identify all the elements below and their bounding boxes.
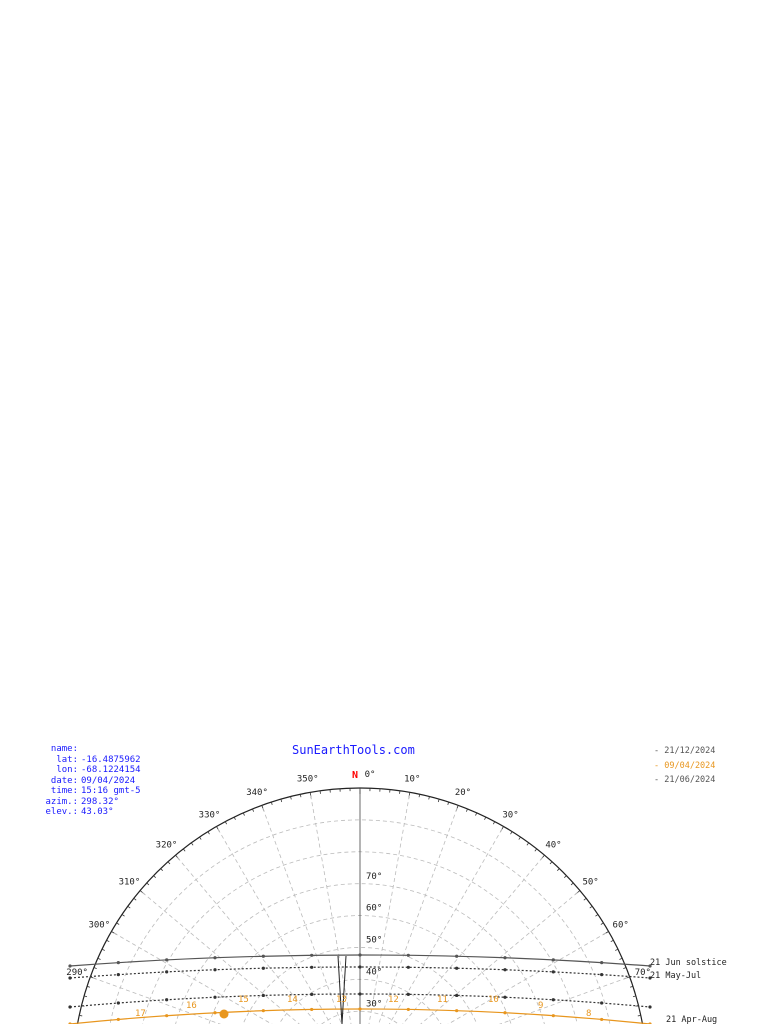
horizon-tick [98,958,101,959]
info-value: -16.4875962 [81,754,141,765]
hour-dot [310,1008,313,1011]
horizon-tick [623,967,626,968]
curve-label: 21 Apr-Aug [666,1015,718,1024]
horizon-tick [87,986,90,987]
hour-dot [600,1001,603,1004]
hour-dot [600,973,603,976]
hour-dot [213,1011,216,1014]
horizon-tick [191,843,193,845]
hour-label: 12 [388,995,399,1005]
info-key: azim.: [45,796,78,807]
horizon-tick [147,883,149,885]
horizon-tick [168,862,170,864]
horizon-tick [611,940,614,941]
info-value: 15:16 gmt-5 [81,786,141,796]
info-key: date: [50,775,78,786]
hour-dot [117,1001,120,1004]
hour-dot [600,1018,603,1021]
hour-label: 8 [586,1009,592,1019]
info-row [40,797,141,808]
hour-dot [310,993,313,996]
hour-dot [165,970,168,973]
hour-dot [262,967,265,970]
info-value: 298.32° [81,796,119,807]
north-marker: N [352,770,359,781]
horizon-tick [225,822,226,825]
info-key: lat: [56,754,78,765]
curve-label: 21 Jun solstice [650,958,727,968]
horizon-tick [252,809,253,812]
hour-dot [117,1018,120,1021]
hour-dot [455,955,458,958]
elevation-label: 60° [366,903,383,914]
horizon-tick [154,876,156,878]
info-row [40,755,141,766]
hour-dot [552,998,555,1001]
azimuth-label: 70° [634,968,651,979]
hour-dot [455,1009,458,1012]
hour-dot [552,958,555,961]
hour-dot [455,994,458,997]
horizon-tick [438,799,439,802]
azimuth-label: 350° [296,774,319,785]
azimuth-line [360,933,607,1024]
info-value: 09/04/2024 [81,775,136,786]
elevation-label: 30° [366,999,383,1010]
hour-dot [503,1011,506,1014]
sun-position-marker [220,1010,229,1019]
hour-dot [213,968,216,971]
horizon-tick [94,967,97,968]
info-row [40,744,141,755]
hour-label: 10 [488,995,499,1005]
horizon-tick [466,809,467,812]
legend-item: - 21/12/2024 [654,746,716,756]
azimuth-line [311,794,360,1024]
azimuth-label: 20° [454,788,472,799]
azimuth-label: 310° [118,877,141,888]
hour-label: 9 [538,1001,544,1011]
location-info-panel [40,744,141,818]
azimuth-label: 330° [198,810,221,821]
grid [73,788,647,1024]
hour-dot [648,1005,651,1008]
azimuth-line [113,933,360,1024]
info-row [40,776,141,787]
horizon-tick [448,802,449,805]
hour-dot [68,1005,71,1008]
horizon-tick [557,869,559,871]
azimuth-label: 340° [246,788,268,799]
horizon-tick [271,802,272,805]
horizon-tick [510,832,512,835]
horizon-tick [571,883,573,885]
hour-dot [358,965,361,968]
hour-dot [455,967,458,970]
elevation-label: 50° [366,935,383,946]
horizon-tick [128,906,130,908]
hour-dot [310,954,313,957]
horizon-tick [84,996,87,997]
horizon-tick [535,849,537,851]
info-row [40,786,141,797]
hour-dot [503,968,506,971]
hour-label: 16 [186,1001,197,1011]
info-row [40,765,141,776]
azimuth-label: 320° [155,840,178,851]
horizon-tick [584,898,586,900]
horizon-tick [243,813,244,816]
info-value [78,744,81,755]
horizon-tick [595,915,597,917]
horizon-tick [117,923,120,925]
hour-dot [262,1009,265,1012]
horizon-tick [102,949,105,950]
horizon-tick [208,832,210,835]
hour-dot [407,1008,410,1011]
horizon-tick [134,898,136,900]
hour-dot [213,956,216,959]
hour-dot [165,958,168,961]
horizon-tick [615,949,618,950]
horizon-tick [281,799,282,802]
hour-dot [117,973,120,976]
labels [66,770,726,1024]
azimuth-label: 290° [66,968,88,979]
hour-dot [358,1007,361,1010]
azimuth-label: 300° [88,920,111,931]
site-title[interactable]: SunEarthTools.com [292,743,415,757]
azimuth-label: 50° [582,877,599,888]
info-value: -68.1224154 [81,765,141,775]
noon-line [338,956,342,1024]
hour-dot [262,955,265,958]
elevation-label: 70° [366,871,383,882]
hour-label: 11 [437,995,448,1005]
horizon-tick [601,923,604,925]
hour-dot [165,998,168,1001]
horizon-tick [564,876,566,878]
horizon-tick [527,843,529,845]
info-key: elev.: [45,807,78,817]
azimuth-label: 30° [502,810,519,821]
horizon-tick [107,940,110,941]
hour-dot [358,953,361,956]
horizon-tick [476,813,477,816]
info-value: 43.03° [81,807,114,817]
hour-dot [213,996,216,999]
hour-dot [262,994,265,997]
info-row [40,807,141,818]
horizon-tick [519,837,521,839]
horizon-tick [590,906,592,908]
horizon-tick [484,817,485,820]
hour-dot [552,970,555,973]
horizon-tick [630,986,633,987]
legend-item: - 21/06/2024 [654,775,716,785]
hour-dot [358,992,361,995]
horizon-tick [493,822,494,825]
horizon-tick [122,915,124,917]
hour-dot [310,966,313,969]
hour-label: 13 [336,995,347,1005]
curve-label: 21 May-Jul [650,971,702,981]
horizon-tick [633,996,636,997]
hour-dot [117,961,120,964]
legend-item: - 09/04/2024 [654,760,716,771]
hour-label: 17 [135,1009,146,1019]
hour-label: 14 [287,995,298,1005]
hour-dot [165,1014,168,1017]
hour-dot [407,966,410,969]
legend [654,744,715,788]
info-key: name: [50,744,78,754]
hour-dot [503,996,506,999]
horizon-tick [200,837,202,839]
elevation-label: 40° [366,967,383,978]
azimuth-label: 60° [612,920,629,931]
hour-dot [407,954,410,957]
hour-dot [600,961,603,964]
azimuth-label: 40° [545,840,562,851]
hour-dot [407,993,410,996]
hour-label: 15 [238,995,249,1005]
horizon-tick [161,869,163,871]
hour-dot [552,1014,555,1017]
horizon-tick [550,862,552,864]
info-key: time: [50,786,78,796]
azimuth-line [142,892,360,1024]
horizon-tick [183,849,185,851]
hour-dot [503,956,506,959]
azimuth-label: 0° [364,770,376,780]
info-key: lon: [56,765,78,775]
azimuth-label: 10° [404,774,421,785]
horizon-tick [619,958,622,959]
horizon-tick [234,817,235,820]
